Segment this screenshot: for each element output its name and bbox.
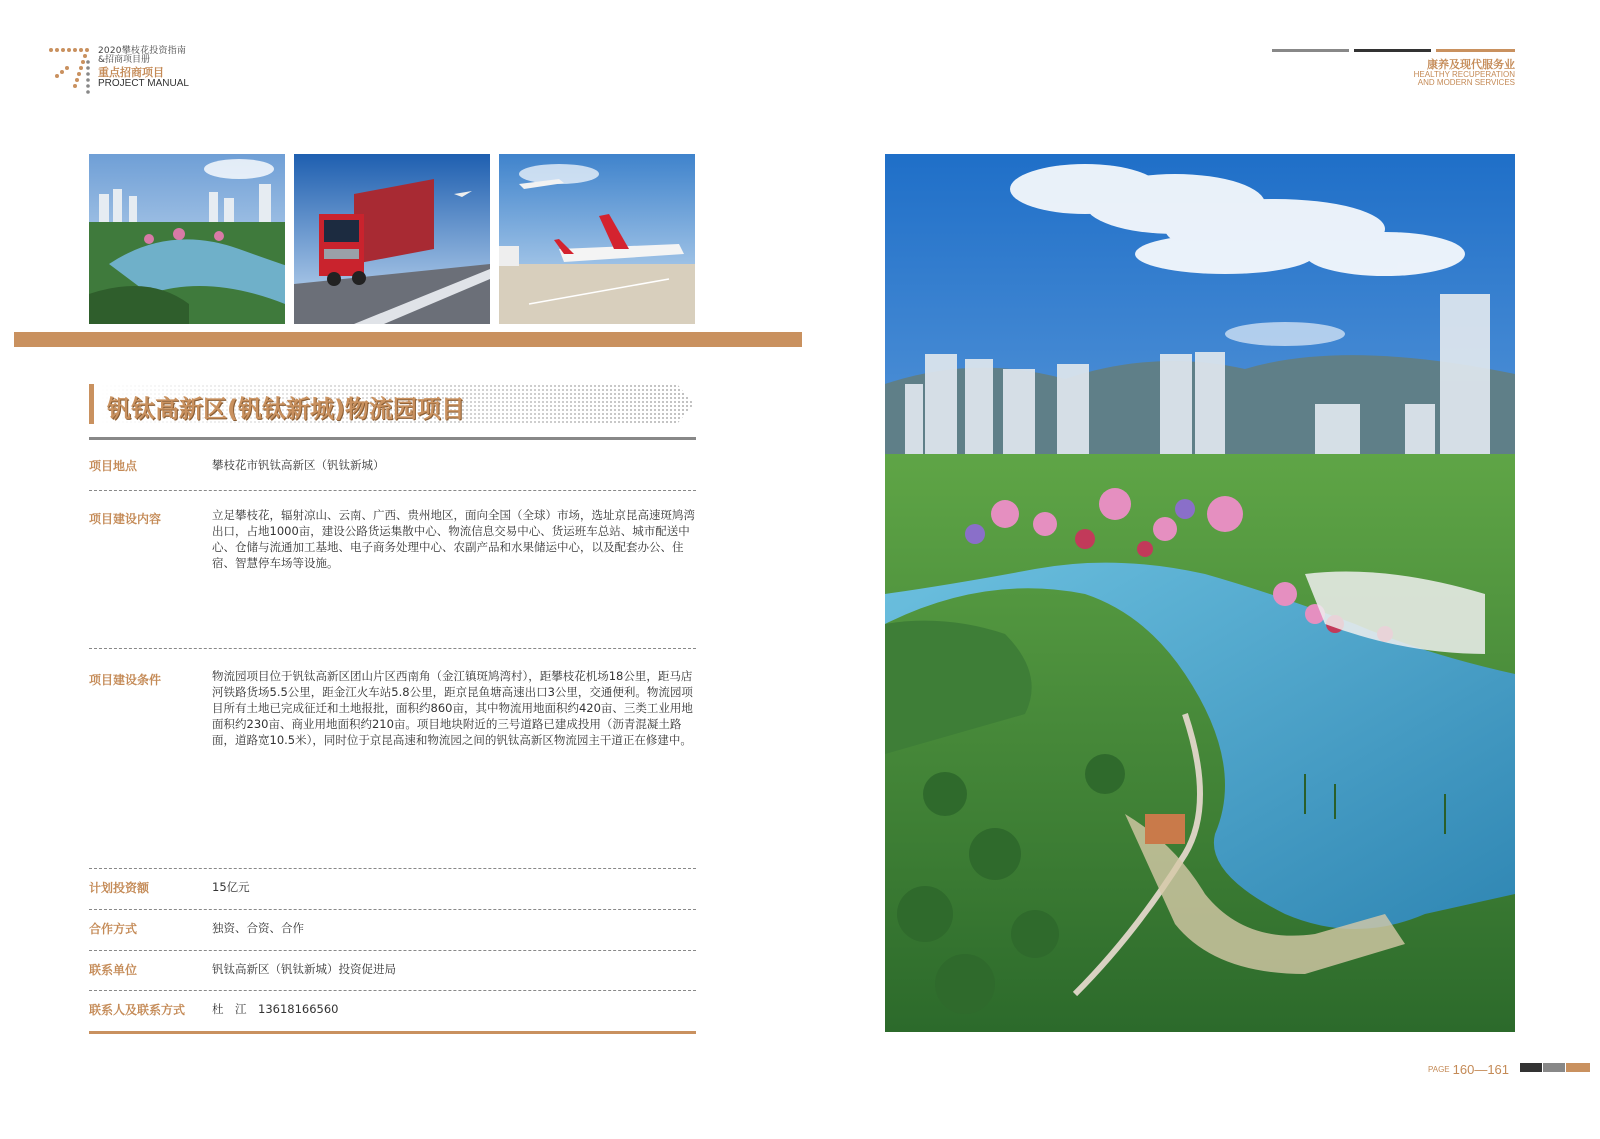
row-divider [89, 909, 696, 910]
value-contact-unit: 钒钛高新区（钒钛新城）投资促进局 [212, 962, 396, 976]
row-divider [89, 990, 696, 991]
logo-dots-icon [48, 46, 92, 96]
title-accent-bar [89, 384, 94, 424]
page-numbers: 160—161 [1452, 1062, 1510, 1077]
value-construction-content: 立足攀枝花，辐射凉山、云南、广西、贵州地区，面向全国（全球）市场，选址京昆高速斑鸠湾出口，占地1000亩，建设公路货运集散中心、物流信息交易中心、货运班车总站、城市配送中心、仓储与流通加工基地、电子商务处理中心、农副产品和水果储运中心，以及配套办公、住宿、智慧停车场等设施。 [212, 508, 695, 570]
value-cooperation: 独资、合资、合作 [212, 921, 304, 935]
header-left [98, 47, 189, 89]
section-title-en1: HEALTHY RECUPERATION [1413, 69, 1515, 79]
page-word: PAGE [1428, 1065, 1450, 1074]
footer-bar-dark [1520, 1063, 1542, 1072]
footer-bars [1520, 1063, 1590, 1072]
section-title-en2: AND MODERN SERVICES [1417, 77, 1515, 87]
header-bar-dark [1354, 49, 1431, 52]
label-construction-conditions: 项目建设条件 [89, 673, 162, 687]
project-title-block [89, 384, 694, 424]
header-left-line3: 重点招商项目 [98, 66, 164, 79]
label-investment: 计划投资额 [89, 881, 150, 895]
header-left-line1: 2020攀枝花投资指南 [98, 46, 187, 56]
airport-airplanes-photo [499, 154, 695, 324]
city-park-aerial-photo [89, 154, 285, 324]
label-contact-unit: 联系单位 [89, 963, 138, 977]
value-construction-conditions: 物流园项目位于钒钛高新区团山片区西南角（金江镇斑鸠湾村），距攀枝花机场18公里，距马店河铁路货场5.5公里，距金江火车站5.8公里，距京昆鱼塘高速出口3公里，交通便利。物流园项目所有土地已完成征迁和土地报批，面积约860亩，其中物流用地面积约420亩、三类工业用地面积约230亩、商业用地面积约210亩。项目地块附近的三号道路已建成投用（沥青混凝土路面，道路宽10.5米），同时位于京昆高速和物流园之间的钒钛高新区物流园主干道正在修建中。 [212, 669, 693, 747]
row-divider [89, 868, 696, 869]
section-title: 康养及现代服务业 [1427, 58, 1515, 71]
row-divider [89, 950, 696, 951]
title-rule [89, 437, 696, 440]
project-title: 钒钛高新区(钒钛新城)物流园项目 [107, 395, 465, 423]
header-bar-gray [1272, 49, 1349, 52]
value-investment: 15亿元 [212, 880, 250, 894]
header-left-line4: PROJECT MANUAL [98, 78, 189, 89]
header-bars [1272, 49, 1515, 53]
row-divider [89, 490, 696, 491]
page-footer [1428, 1059, 1509, 1075]
lake-park-rendering [885, 154, 1515, 1032]
bottom-accent-rule [89, 1031, 696, 1034]
header-bar-accent [1436, 49, 1515, 52]
row-divider [89, 648, 696, 649]
container-truck-photo [294, 154, 490, 324]
accent-band [14, 332, 802, 347]
value-location: 攀枝花市钒钛高新区（钒钛新城） [212, 458, 385, 472]
footer-bar-gray [1543, 1063, 1565, 1072]
label-cooperation: 合作方式 [89, 922, 138, 936]
footer-bar-accent [1566, 1063, 1590, 1072]
label-contact-person: 联系人及联系方式 [89, 1003, 186, 1017]
header-left-line2: &招商项目册 [98, 55, 151, 65]
label-construction-content: 项目建设内容 [89, 512, 162, 526]
value-contact-person: 杜 江 13618166560 [212, 1002, 339, 1016]
header-right [1414, 59, 1515, 87]
label-location: 项目地点 [89, 459, 138, 473]
